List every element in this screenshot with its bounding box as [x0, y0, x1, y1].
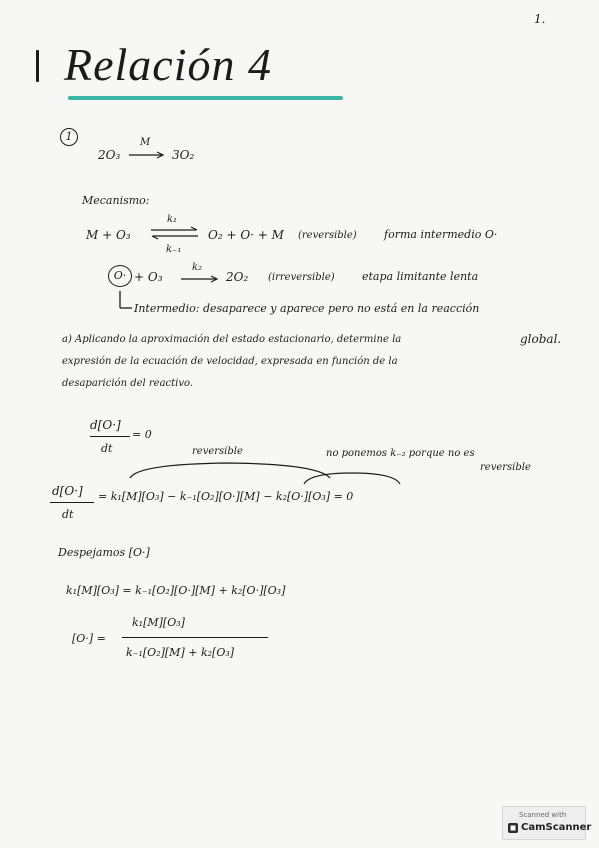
scanner-caption: Scanned with — [519, 811, 567, 819]
step1-k-forward: k₁ — [167, 214, 178, 225]
solution-lhs: [O·] = — [72, 632, 106, 645]
page-number: 1. — [534, 12, 546, 26]
brace-reversible-label: reversible — [192, 446, 243, 457]
steady-denominator: dt — [101, 442, 113, 455]
brace-note-1: no ponemos k₋₂ porque no es — [326, 448, 475, 459]
camscanner-watermark — [502, 806, 592, 840]
rate-rhs: = k₁[M][O₃] − k₋₁[O₂][O·][M] − k₂[O·][O₃] = 0 — [98, 490, 354, 503]
brace-note-2: reversible — [480, 462, 531, 473]
rate-numerator: d[O·] — [52, 484, 83, 498]
part-a-line3: desaparición del reactivo. — [62, 378, 194, 389]
rate-fraction-bar — [50, 502, 94, 503]
balance-equation: k₁[M][O₃] = k₋₁[O₂][O·][M] + k₂[O·][O₃] — [66, 584, 286, 597]
reaction-lhs: 2O₃ — [98, 148, 121, 162]
solution-denominator: k₋₁[O₂][M] + k₂[O₃] — [126, 646, 235, 659]
step2-rhs: 2O₂ — [226, 270, 249, 284]
part-a-line1: a) Aplicando la aproximación del estado estacionario, determine la — [62, 334, 402, 345]
camscanner-logo-icon — [508, 823, 518, 833]
scanner-brand: CamScanner — [521, 822, 592, 833]
step2-comment: etapa limitante lenta — [362, 270, 479, 283]
part-a-line2: expresión de la ecuación de velocidad, expresada en función de la — [62, 356, 398, 367]
step1-comment: forma intermedio O· — [384, 228, 498, 241]
brace-k2 — [302, 470, 402, 486]
steady-numerator: d[O·] — [90, 418, 121, 432]
equilibrium-arrow — [150, 226, 200, 240]
steady-fraction-bar — [90, 436, 130, 437]
reaction-rhs: 3O₂ — [172, 148, 195, 162]
solution-numerator: k₁[M][O₃] — [132, 616, 185, 629]
solution-fraction-bar — [122, 637, 268, 638]
rate-denominator: dt — [62, 508, 74, 521]
intermediate-circled: O· — [108, 265, 132, 287]
mechanism-label: Mecanismo: — [82, 194, 150, 207]
step2-arrow — [180, 274, 220, 284]
part-a-global: global. — [520, 332, 562, 346]
step2-note: (irreversible) — [268, 272, 335, 283]
title-underline — [68, 96, 343, 100]
page-title: Relación 4 — [64, 39, 272, 90]
problem-number: 1 — [60, 128, 78, 146]
step2-lhs: + O₃ — [134, 270, 163, 284]
intermediate-note: Intermedio: desaparece y aparece pero no está en la reacción — [134, 302, 480, 315]
step1-lhs: M + O₃ — [86, 228, 131, 242]
steady-rhs: = 0 — [132, 428, 152, 441]
solve-label: Despejamos [O·] — [58, 546, 150, 559]
step1-rhs: O₂ + O· + M — [208, 228, 284, 242]
step1-note: (reversible) — [298, 230, 357, 241]
step2-k: k₂ — [192, 262, 203, 273]
margin-mark — [36, 50, 39, 82]
reaction-catalyst: M — [140, 137, 151, 148]
reaction-arrow — [128, 150, 166, 160]
l-arrow — [118, 290, 134, 312]
step1-k-reverse: k₋₁ — [166, 244, 182, 255]
